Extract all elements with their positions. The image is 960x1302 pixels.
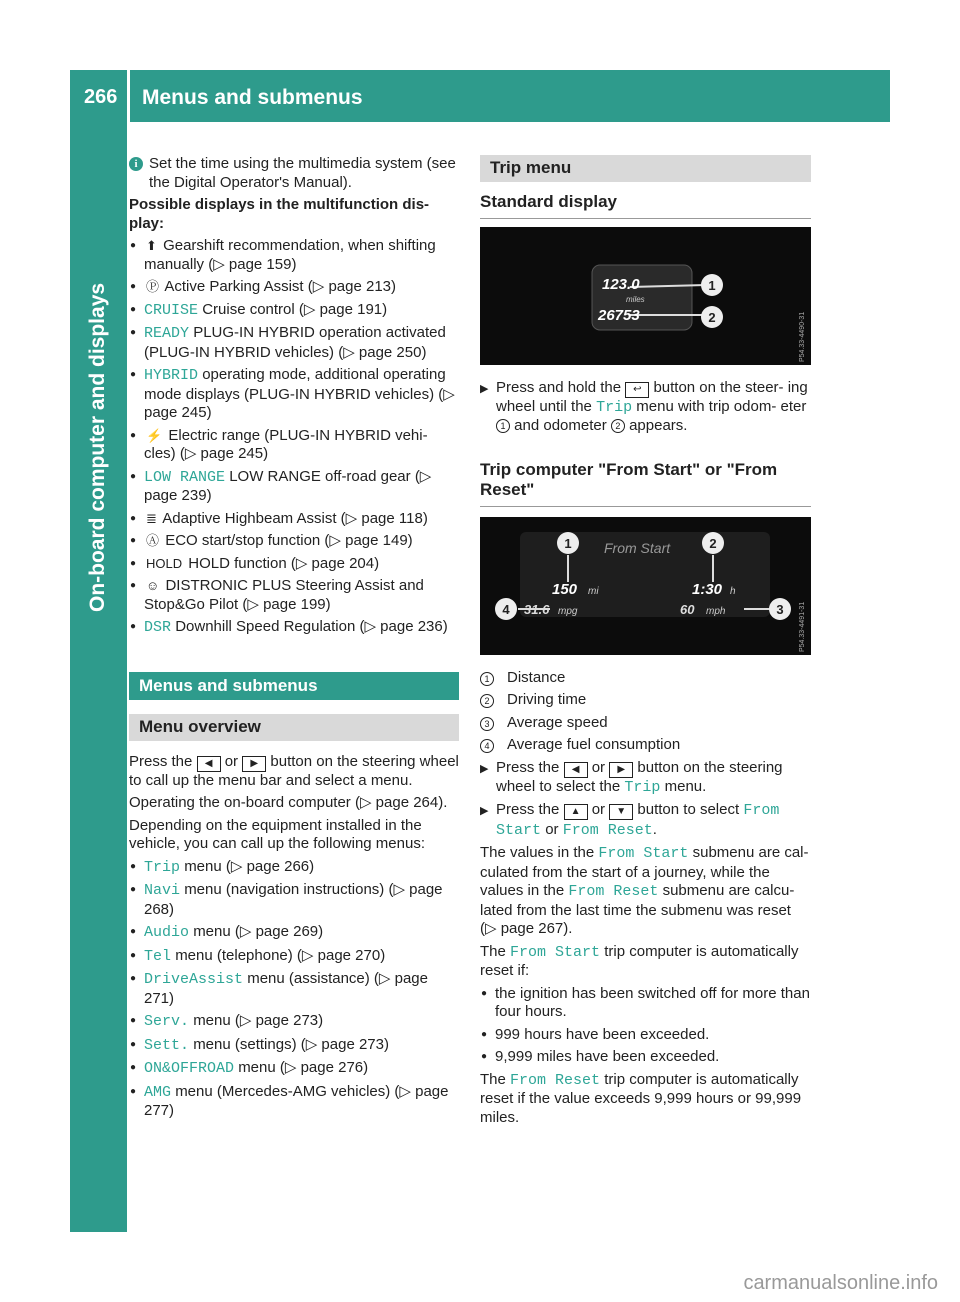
page-title: Menus and submenus bbox=[142, 86, 363, 109]
image-code: P54.33-4491-31 bbox=[799, 601, 806, 652]
callout-number-icon: 4 bbox=[480, 739, 494, 753]
menu-item bbox=[129, 947, 459, 967]
display-symbol-icon: Ⓟ bbox=[146, 279, 160, 294]
display-item bbox=[129, 366, 459, 423]
display-text: Active Parking Assist (▷ page 213) bbox=[164, 278, 397, 295]
info-note: i Set the time using the multimedia system (see the Digital Operator's Manual). bbox=[129, 155, 459, 192]
menu-code: Navi bbox=[144, 882, 181, 899]
info-icon: i bbox=[129, 157, 143, 171]
reset-condition: ● 999 hours have been exceeded. bbox=[480, 1026, 811, 1045]
step-select-submenu: ▶ Press the ▲ or ▼ button to select From Start or From Reset. bbox=[480, 801, 811, 840]
subsection-title: Menu overview bbox=[129, 714, 459, 741]
fuel-unit: mpg bbox=[558, 605, 578, 617]
fuel-value: 31.6 bbox=[524, 601, 550, 617]
standard-display-heading: Standard display bbox=[480, 186, 811, 219]
callout-number-icon: 2 bbox=[480, 694, 494, 708]
svg-text:1: 1 bbox=[708, 277, 716, 293]
menu-text: menu (Mercedes-AMG vehicles) (▷ page 277) bbox=[144, 1082, 449, 1119]
display-text: operating mode, additional operating mode displays (PLUG-IN HYBRID vehicles) (▷ page 245) bbox=[144, 366, 455, 421]
display-text: Downhill Speed Regulation (▷ page 236) bbox=[175, 618, 448, 635]
left-column bbox=[129, 155, 459, 1125]
side-tab-label: On-board computer and displays bbox=[86, 282, 109, 612]
display-item bbox=[129, 427, 459, 464]
display-text: HOLD function (▷ page 204) bbox=[188, 554, 380, 572]
speed-value: 60 bbox=[680, 601, 695, 617]
display-item bbox=[129, 237, 459, 274]
menu-code: Tel bbox=[144, 947, 172, 965]
svg-text:2: 2 bbox=[708, 309, 716, 325]
menu-item bbox=[129, 1012, 459, 1032]
step-select-trip: ▶ Press the ◀ or ▶ button on the steering wheel to select the Trip menu. bbox=[480, 759, 811, 798]
display-item bbox=[129, 278, 459, 297]
menu-text: menu (▷ page 269) bbox=[193, 923, 324, 940]
values-explanation: The values in the From Start submenu are cal- culated from the start of a journey, while the values in the From Reset submenu are calcu- lated from the last time the submenu was reset (▷ page 267). bbox=[480, 844, 809, 937]
standard-step: ▶ Press and hold the ↩ button on the steer- ing wheel until the Trip menu with trip odom- eter 1 and odometer 2 appears. bbox=[480, 379, 811, 436]
svg-text:3: 3 bbox=[776, 601, 784, 617]
display-text: PLUG-IN HYBRID operation activated (PLUG-IN HYBRID vehicles) (▷ page 250) bbox=[144, 324, 446, 361]
menu-item bbox=[129, 1059, 459, 1079]
back-button-icon: ↩ bbox=[625, 382, 649, 398]
right-button-icon: ▶ bbox=[242, 756, 266, 772]
display-code: LOW RANGE bbox=[144, 468, 226, 486]
page-header bbox=[70, 70, 890, 122]
display-text: Gearshift recommendation, when shifting manually (▷ page 159) bbox=[144, 237, 436, 273]
display-list bbox=[129, 237, 459, 638]
menu-code: Sett. bbox=[144, 1036, 190, 1054]
menu-item bbox=[129, 923, 459, 943]
display-code: DSR bbox=[144, 619, 172, 636]
svg-text:1: 1 bbox=[564, 535, 572, 551]
reset-condition: ● 9,999 miles have been exceeded. bbox=[480, 1048, 811, 1067]
time-unit: h bbox=[730, 585, 736, 597]
menu-text: menu (navigation instructions) (▷ page 268) bbox=[144, 881, 443, 918]
standard-display-graphic bbox=[480, 227, 811, 365]
display-text: Adaptive Highbeam Assist (▷ page 118) bbox=[162, 509, 428, 527]
page-number: 266 bbox=[84, 86, 118, 108]
menu-text: menu (assistance) (▷ page 271) bbox=[144, 970, 428, 1007]
display-item bbox=[129, 532, 459, 551]
menu-item bbox=[129, 970, 459, 1008]
display-item bbox=[129, 577, 459, 614]
depending-text: Depending on the equipment installed in the vehicle, you can call up the following menus: bbox=[129, 816, 426, 852]
distance-unit: mi bbox=[588, 585, 599, 597]
trip-menu-title: Trip menu bbox=[480, 155, 811, 182]
legend-item bbox=[480, 669, 811, 688]
legend-item bbox=[480, 714, 811, 733]
display-item bbox=[129, 510, 459, 529]
left-button-icon: ◀ bbox=[197, 756, 221, 772]
speed-unit: mph bbox=[706, 605, 726, 617]
display-item bbox=[129, 324, 459, 362]
display-text: Cruise control (▷ page 191) bbox=[202, 300, 388, 318]
display-item bbox=[129, 555, 459, 574]
display-symbol-icon: ⬆ bbox=[146, 238, 157, 253]
distance-value: 150 bbox=[552, 580, 578, 598]
menu-item bbox=[129, 1036, 459, 1056]
legend-text: Average fuel consumption bbox=[507, 736, 681, 753]
legend-text: Driving time bbox=[507, 691, 587, 708]
menu-code: DriveAssist bbox=[144, 971, 244, 988]
miles-unit: miles bbox=[626, 294, 645, 304]
display-symbol-icon: Ⓐ bbox=[146, 533, 160, 548]
reset-condition: ● the ignition has been switched off for more than four hours. bbox=[480, 985, 811, 1022]
menu-text: menu (telephone) (▷ page 270) bbox=[175, 946, 386, 964]
menu-item bbox=[129, 881, 459, 919]
menu-code: ON&OFFROAD bbox=[144, 1060, 235, 1077]
menu-code: Serv. bbox=[144, 1013, 190, 1030]
section-title: Menus and submenus bbox=[129, 672, 459, 701]
from-start-title: From Start bbox=[604, 539, 671, 556]
svg-text:2: 2 bbox=[709, 535, 717, 551]
callout-number-icon: 3 bbox=[480, 717, 494, 731]
time-value: 1:30 bbox=[692, 580, 723, 598]
display-symbol-icon: HOLD bbox=[146, 555, 183, 571]
watermark: carmanualsonline.info bbox=[743, 1272, 938, 1294]
auto-reset-text: The From Start trip computer is automatically reset if: bbox=[480, 942, 799, 979]
menu-text: menu (▷ page 276) bbox=[238, 1059, 369, 1076]
legend-text: Average speed bbox=[507, 713, 608, 731]
display-item bbox=[129, 618, 459, 638]
standard-display-image bbox=[480, 227, 811, 365]
display-symbol-icon: ☺ bbox=[146, 578, 160, 593]
callout-number-icon: 1 bbox=[480, 672, 494, 686]
down-button-icon: ▼ bbox=[609, 804, 633, 820]
possible-displays-heading: Possible displays in the multifunction dis- play: bbox=[129, 196, 430, 232]
display-text: Electric range (PLUG-IN HYBRID vehi- cles) (▷ page 245) bbox=[144, 426, 428, 462]
reset-conditions bbox=[480, 985, 811, 1067]
menu-text: menu (▷ page 266) bbox=[184, 857, 315, 875]
image-code: P54.33-4490-31 bbox=[799, 311, 806, 362]
menu-item bbox=[129, 858, 459, 878]
display-code: HYBRID bbox=[144, 367, 199, 384]
callout-2-icon: 2 bbox=[611, 419, 625, 433]
svg-text:4: 4 bbox=[502, 601, 510, 617]
menu-list bbox=[129, 858, 459, 1121]
trip-computer-image bbox=[480, 517, 811, 655]
menu-code: Trip bbox=[144, 858, 181, 876]
callout-1-icon: 1 bbox=[496, 419, 510, 433]
trip-computer-heading: Trip computer "From Start" or "From Reset" bbox=[480, 454, 811, 507]
display-item bbox=[129, 301, 459, 321]
menu-text: menu (settings) (▷ page 273) bbox=[193, 1035, 389, 1053]
menu-text: menu (▷ page 273) bbox=[193, 1012, 324, 1029]
up-button-icon: ▲ bbox=[564, 804, 588, 820]
menu-item bbox=[129, 1083, 459, 1121]
display-text: LOW RANGE off-road gear (▷ page 239) bbox=[144, 467, 432, 504]
reset2-text: The From Reset trip computer is automatically reset if the value exceeds 9,999 hours or 99,999 miles. bbox=[480, 1070, 802, 1126]
display-code: READY bbox=[144, 325, 190, 342]
right-column bbox=[480, 155, 811, 1131]
display-item bbox=[129, 468, 459, 506]
legend-text: Distance bbox=[507, 668, 566, 686]
display-code: CRUISE bbox=[144, 301, 199, 319]
right-button-icon: ▶ bbox=[609, 762, 633, 778]
display-symbol-icon: ⚡ bbox=[146, 427, 163, 443]
display-text: ECO start/stop function (▷ page 149) bbox=[165, 532, 413, 549]
press-instruction: Press the ◀ or ▶ button on the steering wheel to call up the menu bar and select a menu. bbox=[129, 752, 459, 789]
odometer-value: 26753 bbox=[598, 306, 640, 324]
trip-computer-graphic bbox=[480, 517, 811, 655]
display-text: DISTRONIC PLUS Steering Assist and Stop&Go Pilot (▷ page 199) bbox=[144, 577, 424, 613]
legend-list bbox=[480, 669, 811, 755]
header-divider bbox=[127, 70, 130, 122]
display-symbol-icon: ≣ bbox=[146, 510, 157, 526]
left-button-icon: ◀ bbox=[564, 762, 588, 778]
trip-odometer-value: 123.0 bbox=[602, 275, 640, 293]
menu-code: Audio bbox=[144, 924, 190, 941]
legend-item bbox=[480, 691, 811, 710]
menu-code: AMG bbox=[144, 1083, 172, 1101]
legend-item bbox=[480, 736, 811, 755]
operating-reference: Operating the on-board computer (▷ page 264). bbox=[129, 794, 448, 811]
